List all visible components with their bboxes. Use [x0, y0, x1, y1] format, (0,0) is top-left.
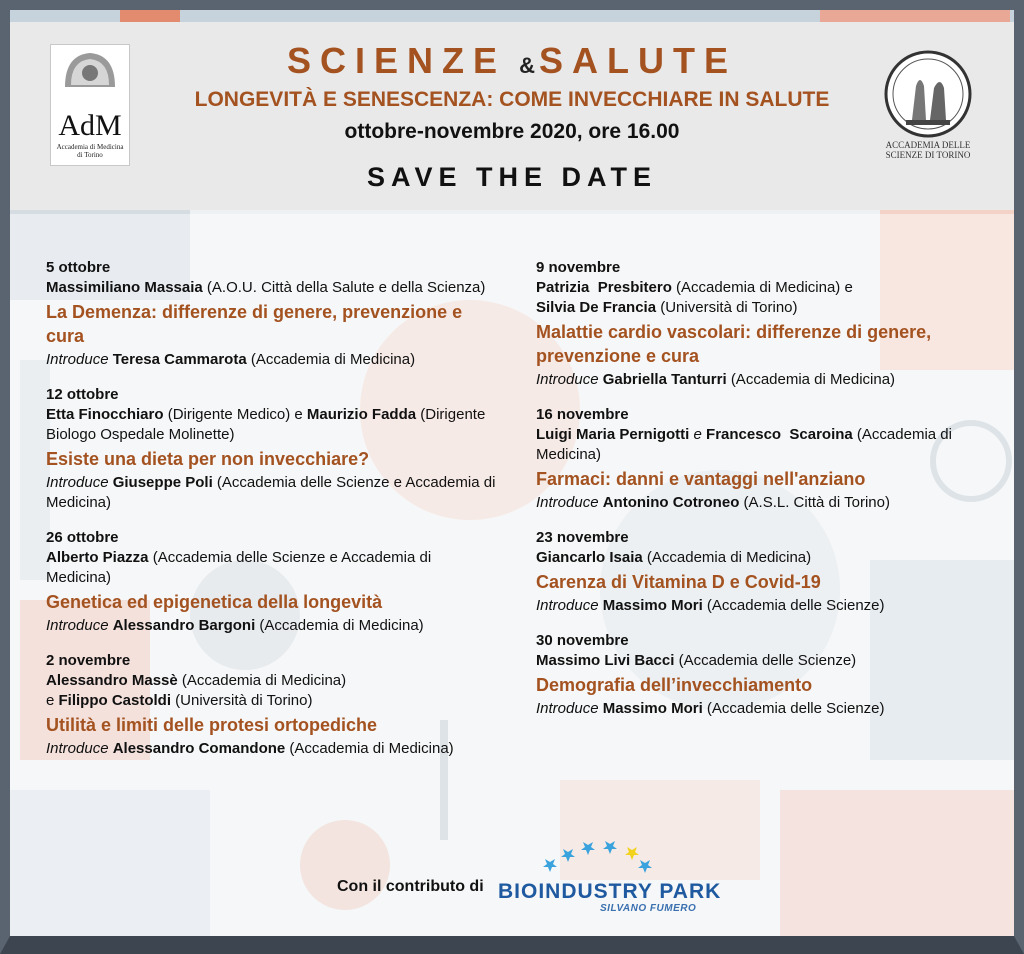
- introducer-affiliation: (Accademia delle Scienze e Accademia di Medicina): [46, 474, 496, 511]
- program-event: [46, 651, 496, 759]
- introducer-label: Introduce: [46, 740, 109, 757]
- event-speakers: Massimo Livi Bacci (Accademia delle Scienze): [536, 652, 857, 669]
- event-speakers: Patrizia Presbitero (Accademia di Medicina) e Silvia De Francia (Università di Torino): [536, 279, 853, 316]
- event-introducer: [536, 596, 986, 616]
- event-speakers: Massimiliano Massaia (A.O.U. Città della Salute e della Scienza): [46, 279, 486, 296]
- contribution-label: Con il contributo di: [337, 878, 484, 895]
- program-column-right: [536, 258, 986, 734]
- event-speakers: Giancarlo Isaia (Accademia di Medicina): [536, 549, 812, 566]
- event-dates: ottobre-novembre 2020, ore 16.00: [344, 120, 680, 143]
- event-date: 12 ottobre: [46, 386, 119, 403]
- event-date: 16 novembre: [536, 406, 629, 423]
- event-date: 2 novembre: [46, 652, 131, 669]
- event-title: Esiste una dieta per non invecchiare?: [46, 449, 370, 469]
- introducer-affiliation: (Accademia delle Scienze): [706, 597, 885, 614]
- event-speakers: Etta Finocchiaro (Dirigente Medico) e Maurizio Fadda (Dirigente Biologo Ospedale Molinette): [46, 406, 486, 443]
- introducer-affiliation: (Accademia di Medicina): [289, 740, 454, 757]
- introducer-label: Introduce: [46, 351, 109, 368]
- introducer-name: Gabriella Tanturri: [602, 371, 727, 388]
- program-event: [46, 528, 496, 636]
- introducer-affiliation: (Accademia di Medicina): [259, 617, 424, 634]
- program-event: [536, 631, 986, 719]
- event-title: Malattie cardio vascolari: differenze di genere, prevenzione e cura: [536, 322, 932, 366]
- program-event: [46, 258, 496, 370]
- introducer-label: Introduce: [46, 617, 109, 634]
- accademia-scienze-name: ACCADEMIA DELLE SCIENZE DI TORINO: [885, 140, 971, 160]
- program-event: [536, 405, 986, 513]
- event-introducer: [536, 370, 986, 390]
- event-date: 23 novembre: [536, 529, 629, 546]
- event-introducer: [536, 699, 986, 719]
- event-title: La Demenza: differenze di genere, prevenzione e cura: [46, 302, 463, 346]
- event-introducer: [46, 739, 496, 759]
- introducer-label: Introduce: [46, 474, 109, 491]
- program-event: [536, 258, 986, 390]
- introducer-label: Introduce: [536, 371, 599, 388]
- program-column-left: [46, 258, 496, 774]
- svg-text:AdM: AdM: [58, 109, 122, 142]
- introducer-affiliation: (A.S.L. Città di Torino): [743, 494, 890, 511]
- program-event: [46, 385, 496, 513]
- event-introducer: [46, 350, 496, 370]
- event-introducer: [46, 473, 496, 513]
- svg-text:di Torino: di Torino: [77, 151, 103, 159]
- event-speakers: Alberto Piazza (Accademia delle Scienze e Accademia di Medicina): [46, 549, 432, 586]
- introducer-name: Giuseppe Poli: [112, 474, 213, 491]
- event-date: 26 ottobre: [46, 529, 119, 546]
- program-event: [536, 528, 986, 616]
- introducer-label: Introduce: [536, 597, 599, 614]
- event-speakers: Luigi Maria Pernigotti e Francesco Scaroina (Accademia di Medicina): [536, 426, 952, 463]
- event-title: Genetica ed epigenetica della longevità: [46, 592, 383, 612]
- sponsor-stars-icon: [540, 840, 660, 880]
- event-title: Carenza di Vitamina D e Covid-19: [536, 572, 821, 592]
- introducer-label: Introduce: [536, 700, 599, 717]
- svg-text:Accademia di Medicina: Accademia di Medicina: [56, 143, 124, 151]
- introducer-affiliation: (Accademia delle Scienze): [706, 700, 885, 717]
- sponsor-subtitle: SILVANO FUMERO: [600, 903, 697, 914]
- event-series-title: SCIENZE & SALUTE: [287, 40, 737, 81]
- introducer-affiliation: (Accademia di Medicina): [250, 351, 416, 368]
- event-subtitle: LONGEVITÀ E SENESCENZA: COME INVECCHIARE IN SALUTE: [194, 88, 830, 111]
- event-date: 9 novembre: [536, 259, 621, 276]
- introducer-name: Antonino Cotroneo: [602, 494, 740, 511]
- introducer-name: Massimo Mori: [602, 597, 703, 614]
- event-introducer: [46, 616, 496, 636]
- sponsor-name: BIOINDUSTRY PARK: [498, 880, 722, 903]
- event-date: 30 novembre: [536, 632, 629, 649]
- event-title: Utilità e limiti delle protesi ortopediche: [46, 715, 378, 735]
- introducer-name: Alessandro Comandone: [112, 740, 286, 757]
- event-speakers: Alessandro Massè (Accademia di Medicina) e Filippo Castoldi (Università di Torino): [46, 672, 347, 709]
- event-title: Farmaci: danni e vantaggi nell'anziano: [536, 469, 866, 489]
- introducer-name: Alessandro Bargoni: [112, 617, 256, 634]
- introducer-name: Massimo Mori: [602, 700, 703, 717]
- event-title: Demografia dell’invecchiamento: [536, 675, 813, 695]
- save-the-date-heading: SAVE THE DATE: [366, 162, 658, 192]
- event-date: 5 ottobre: [46, 259, 111, 276]
- introducer-name: Teresa Cammarota: [112, 351, 247, 368]
- event-introducer: [536, 493, 986, 513]
- introducer-affiliation: (Accademia di Medicina): [730, 371, 896, 388]
- introducer-label: Introduce: [536, 494, 599, 511]
